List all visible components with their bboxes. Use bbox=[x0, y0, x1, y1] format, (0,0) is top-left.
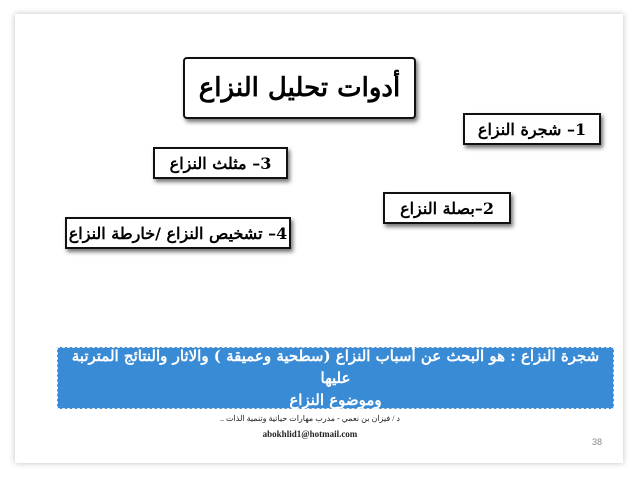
slide-title: أدوات تحليل النزاع bbox=[183, 57, 416, 119]
definition-banner bbox=[57, 347, 614, 409]
footer-credit: د / فيزان بن نعمي - مدرب مهارات حياتية وتنمية الذات .. bbox=[220, 414, 400, 423]
definition-line-1: شجرة النزاع : هو البحث عن أسباب النزاع (سطحية وعميقة ) والاثار والنتائج المترتبة عليها bbox=[71, 347, 600, 387]
footer bbox=[180, 414, 440, 439]
tool-conflict-mapping: 4– تشخيص النزاع /خارطة النزاع bbox=[65, 217, 291, 249]
tool-conflict-triangle: 3– مثلث النزاع bbox=[153, 147, 288, 179]
tool-conflict-tree: 1– شجرة النزاع bbox=[463, 113, 601, 145]
tool-conflict-onion: 2–بصلة النزاع bbox=[383, 192, 511, 224]
footer-email: abokhlid1@hotmail.com bbox=[262, 429, 358, 439]
page-number: 38 bbox=[592, 437, 603, 447]
definition-line-2: وموضوع النزاع bbox=[289, 391, 382, 409]
